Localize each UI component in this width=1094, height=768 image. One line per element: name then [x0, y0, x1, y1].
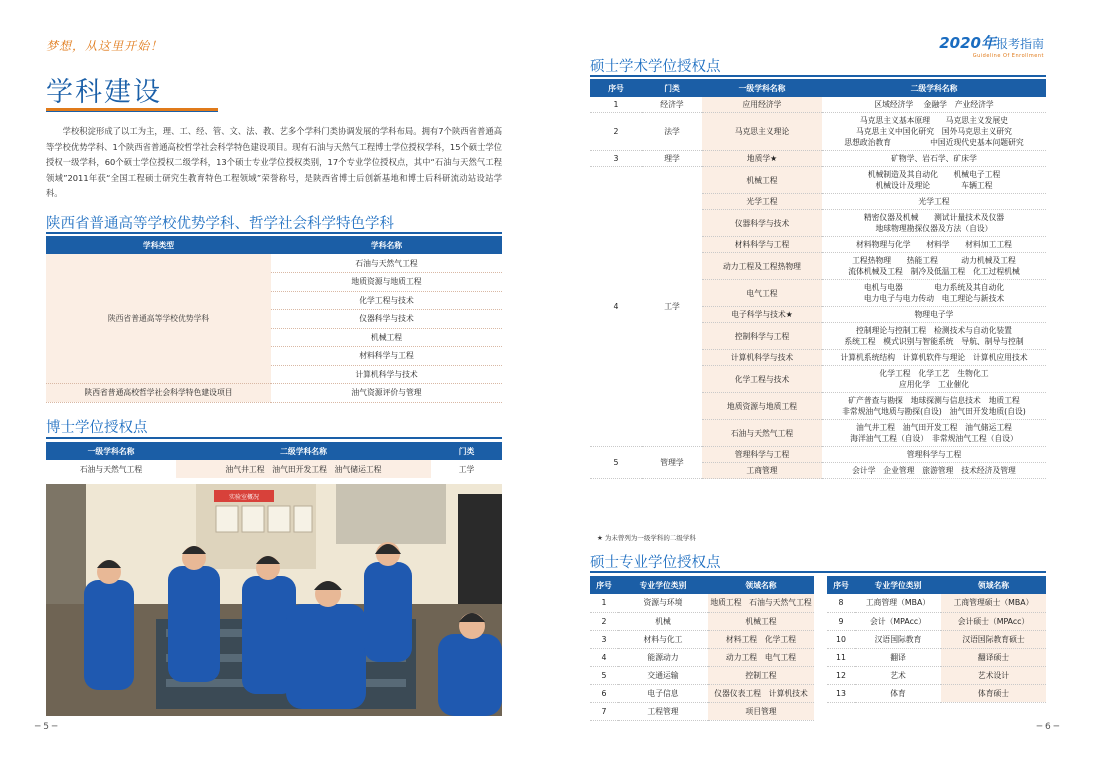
section-title-professional: 硕士专业学位授权点 — [590, 555, 721, 571]
field-name-cell: 工商管理硕士（MBA） — [941, 594, 1046, 612]
second-level-subject-cell: 化学工程 化学工艺 生物化工 应用化学 工业催化 — [822, 366, 1046, 393]
second-level-subject-cell: 计算机系统结构 计算机软件与理论 计算机应用技术 — [822, 350, 1046, 366]
special-subjects-table — [46, 236, 502, 403]
subject-cell: 油气资源评价与管理 — [271, 384, 502, 403]
category-cell: 陕西省普通高校哲学社会科学特色建设项目 — [46, 384, 271, 403]
second-level-subject-cell: 工程热物理 热能工程 动力机械及工程 流体机械及工程 制冷及低温工程 化工过程机械 — [822, 253, 1046, 280]
lab-photo — [46, 484, 502, 716]
table-row — [590, 648, 814, 666]
degree-category-cell: 材料与化工 — [618, 630, 708, 648]
category-cell: 管理学 — [642, 447, 702, 479]
second-level-subject-cell: 马克思主义基本原理 马克思主义发展史 马克思主义中国化研究 国外马克思主义研究 思想政治教育 中国近现代史基本问题研究 — [822, 113, 1046, 151]
row-number-cell: 4 — [590, 648, 618, 666]
row-number-cell: 6 — [590, 684, 618, 702]
guide-year: 2020年 — [939, 34, 996, 52]
page-title: 学科建设 — [46, 77, 162, 108]
row-number-cell: 5 — [590, 447, 642, 479]
field-name-cell: 地质工程 石油与天然气工程 — [708, 594, 814, 612]
first-level-subject-cell: 仪器科学与技术 — [702, 210, 822, 237]
guide-logo — [939, 32, 1044, 59]
row-number-cell: 7 — [590, 702, 618, 720]
first-level-subject-cell: 电子科学与技术★ — [702, 307, 822, 323]
second-level-subject-cell: 光学工程 — [822, 194, 1046, 210]
field-name-cell: 艺术设计 — [941, 666, 1046, 684]
table-header: 学科类型 — [46, 236, 271, 254]
guide-subtitle: Guideline Of Enrollment — [972, 53, 1044, 59]
field-name-cell: 动力工程 电气工程 — [708, 648, 814, 666]
second-level-subject-cell: 管理科学与工程 — [822, 447, 1046, 463]
second-level-subject-cell: 矿物学、岩石学、矿床学 — [822, 151, 1046, 167]
subject-cell: 地质资源与地质工程 — [271, 273, 502, 292]
section-rule — [46, 232, 502, 234]
table-row — [590, 612, 814, 630]
table-row — [590, 151, 1046, 167]
first-level-subject-cell: 地质资源与地质工程 — [702, 393, 822, 420]
field-name-cell: 汉语国际教育硕士 — [941, 630, 1046, 648]
field-name-cell: 体育硕士 — [941, 684, 1046, 702]
subject-cell: 材料科学与工程 — [271, 347, 502, 366]
lab-photo-illustration — [46, 484, 502, 716]
intro-paragraph: 学校积淀形成了以工为主，理、工、经、管、文、法、教、艺多个学科门类协调发展的学科布局。拥有7个陕西省普通高等学校优势学科、1个陕西省普通高校哲学社会科学特色建设项目。现有石油与天然气工程博士学位授权学科，15个硕士学位授权一级学科，60个硕士学位授权二级学科，13个硕士专业学位授权类别，17个专业学位授权点，其中“石油与天然气工程领域”2011年获“全国工程硕士研究生教育特色工程领域”荣誉称号，是陕西省博士后创新基地和博士后科研流动站设站学科。 — [46, 126, 502, 198]
row-number-cell: 1 — [590, 97, 642, 113]
table-row — [827, 648, 1046, 666]
table-header: 学科名称 — [271, 236, 502, 254]
page-number-left: ─ 5 ─ — [35, 722, 58, 732]
subject-cell: 机械工程 — [271, 328, 502, 347]
table-row — [827, 666, 1046, 684]
second-level-subject-cell: 电机与电器 电力系统及其自动化 电力电子与电力传动 电工理论与新技术 — [822, 280, 1046, 307]
degree-category-cell: 翻译 — [855, 648, 941, 666]
table-row — [590, 702, 814, 720]
title-underline-blue — [46, 111, 218, 112]
table-note: ★ 为未曾列为一级学科的二级学科 — [597, 534, 696, 542]
table-row — [590, 167, 1046, 194]
professional-table-right — [827, 576, 1046, 703]
right-page — [547, 0, 1094, 768]
row-number-cell: 9 — [827, 612, 855, 630]
table-row — [590, 447, 1046, 463]
table-row — [590, 630, 814, 648]
row-number-cell: 3 — [590, 151, 642, 167]
second-level-subject-cell: 矿产普查与勘探 地球探测与信息技术 地质工程 非常规油气地质与勘探(自设) 油气田开发地质(自设) — [822, 393, 1046, 420]
first-level-subject-cell: 工商管理 — [702, 463, 822, 479]
table-header: 一级学科名称 — [46, 442, 176, 460]
row-number-cell: 12 — [827, 666, 855, 684]
section-rule — [46, 437, 502, 439]
degree-category-cell: 电子信息 — [618, 684, 708, 702]
degree-category-cell: 汉语国际教育 — [855, 630, 941, 648]
field-name-cell: 翻译硕士 — [941, 648, 1046, 666]
table-cell: 油气井工程 油气田开发工程 油气储运工程 — [176, 460, 431, 478]
table-header: 专业学位类别 — [855, 576, 941, 594]
row-number-cell: 4 — [590, 167, 642, 447]
first-level-subject-cell: 石油与天然气工程 — [702, 420, 822, 447]
field-name-cell: 会计硕士（MPAcc） — [941, 612, 1046, 630]
table-header: 领域名称 — [708, 576, 814, 594]
row-number-cell: 2 — [590, 612, 618, 630]
first-level-subject-cell: 机械工程 — [702, 167, 822, 194]
table-header: 一级学科名称 — [702, 79, 822, 97]
degree-category-cell: 体育 — [855, 684, 941, 702]
category-cell: 理学 — [642, 151, 702, 167]
second-level-subject-cell: 物理电子学 — [822, 307, 1046, 323]
first-level-subject-cell: 材料科学与工程 — [702, 237, 822, 253]
table-header: 专业学位类别 — [618, 576, 708, 594]
degree-category-cell: 会计（MPAcc） — [855, 612, 941, 630]
subject-cell: 石油与天然气工程 — [271, 254, 502, 273]
row-number-cell: 5 — [590, 666, 618, 684]
table-row — [590, 113, 1046, 151]
table-header: 门类 — [642, 79, 702, 97]
degree-category-cell: 资源与环境 — [618, 594, 708, 612]
section-rule — [590, 571, 1046, 573]
field-name-cell: 仪器仪表工程 计算机技术 — [708, 684, 814, 702]
degree-category-cell: 艺术 — [855, 666, 941, 684]
degree-category-cell: 机械 — [618, 612, 708, 630]
field-name-cell: 项目管理 — [708, 702, 814, 720]
first-level-subject-cell: 应用经济学 — [702, 97, 822, 113]
first-level-subject-cell: 地质学★ — [702, 151, 822, 167]
table-row — [590, 594, 814, 612]
category-cell: 经济学 — [642, 97, 702, 113]
phd-table — [46, 442, 502, 478]
first-level-subject-cell: 马克思主义理论 — [702, 113, 822, 151]
row-number-cell: 10 — [827, 630, 855, 648]
degree-category-cell: 能源动力 — [618, 648, 708, 666]
table-header: 二级学科名称 — [176, 442, 431, 460]
professional-table-left — [590, 576, 814, 721]
photo-sign-text: 实验室概况 — [228, 494, 260, 501]
academic-degree-table — [590, 79, 1046, 479]
table-row — [590, 666, 814, 684]
first-level-subject-cell: 化学工程与技术 — [702, 366, 822, 393]
table-row — [827, 684, 1046, 702]
first-level-subject-cell: 电气工程 — [702, 280, 822, 307]
row-number-cell: 2 — [590, 113, 642, 151]
second-level-subject-cell: 油气井工程 油气田开发工程 油气储运工程 海洋油气工程（自设） 非常规油气工程（自设） — [822, 420, 1046, 447]
table-row — [827, 630, 1046, 648]
subject-cell: 化学工程与技术 — [271, 291, 502, 310]
row-number-cell: 8 — [827, 594, 855, 612]
subject-cell: 计算机科学与技术 — [271, 365, 502, 384]
second-level-subject-cell: 精密仪器及机械 测试计量技术及仪器 地球物理勘探仪器及方法（自设） — [822, 210, 1046, 237]
degree-category-cell: 工程管理 — [618, 702, 708, 720]
row-number-cell: 1 — [590, 594, 618, 612]
field-name-cell: 控制工程 — [708, 666, 814, 684]
row-number-cell: 3 — [590, 630, 618, 648]
second-level-subject-cell: 控制理论与控制工程 检测技术与自动化装置 系统工程 模式识别与智能系统 导航、制导与控制 — [822, 323, 1046, 350]
field-name-cell: 机械工程 — [708, 612, 814, 630]
second-level-subject-cell: 区域经济学 金融学 产业经济学 — [822, 97, 1046, 113]
table-cell: 工学 — [431, 460, 502, 478]
second-level-subject-cell: 材料物理与化学 材料学 材料加工工程 — [822, 237, 1046, 253]
row-number-cell: 13 — [827, 684, 855, 702]
table-row — [590, 684, 814, 702]
first-level-subject-cell: 计算机科学与技术 — [702, 350, 822, 366]
table-header: 序号 — [590, 79, 642, 97]
table-row — [590, 97, 1046, 113]
section-title-academic: 硕士学术学位授权点 — [590, 59, 721, 75]
degree-category-cell: 交通运输 — [618, 666, 708, 684]
second-level-subject-cell: 会计学 企业管理 旅游管理 技术经济及管理 — [822, 463, 1046, 479]
slogan: 梦想，从这里开始！ — [46, 39, 164, 53]
degree-category-cell: 工商管理（MBA） — [855, 594, 941, 612]
category-cell: 陕西省普通高等学校优势学科 — [46, 254, 271, 384]
row-number-cell: 11 — [827, 648, 855, 666]
page-number-right: ─ 6 ─ — [1036, 722, 1059, 732]
guide-text: 报考指南 — [995, 37, 1044, 51]
table-header: 门类 — [431, 442, 502, 460]
table-header: 序号 — [590, 576, 618, 594]
table-cell: 石油与天然气工程 — [46, 460, 176, 478]
first-level-subject-cell: 管理科学与工程 — [702, 447, 822, 463]
table-header: 序号 — [827, 576, 855, 594]
subject-cell: 仪器科学与技术 — [271, 310, 502, 329]
second-level-subject-cell: 机械制造及其自动化 机械电子工程 机械设计及理论 车辆工程 — [822, 167, 1046, 194]
table-header: 领域名称 — [941, 576, 1046, 594]
table-header: 二级学科名称 — [822, 79, 1046, 97]
first-level-subject-cell: 控制科学与工程 — [702, 323, 822, 350]
first-level-subject-cell: 光学工程 — [702, 194, 822, 210]
section-rule — [590, 75, 1046, 77]
section-title-special: 陕西省普通高等学校优势学科、哲学社会科学特色学科 — [46, 216, 394, 232]
table-row — [827, 594, 1046, 612]
category-cell: 工学 — [642, 167, 702, 447]
first-level-subject-cell: 动力工程及工程热物理 — [702, 253, 822, 280]
table-row — [827, 612, 1046, 630]
category-cell: 法学 — [642, 113, 702, 151]
field-name-cell: 材料工程 化学工程 — [708, 630, 814, 648]
section-title-phd: 博士学位授权点 — [46, 420, 148, 436]
